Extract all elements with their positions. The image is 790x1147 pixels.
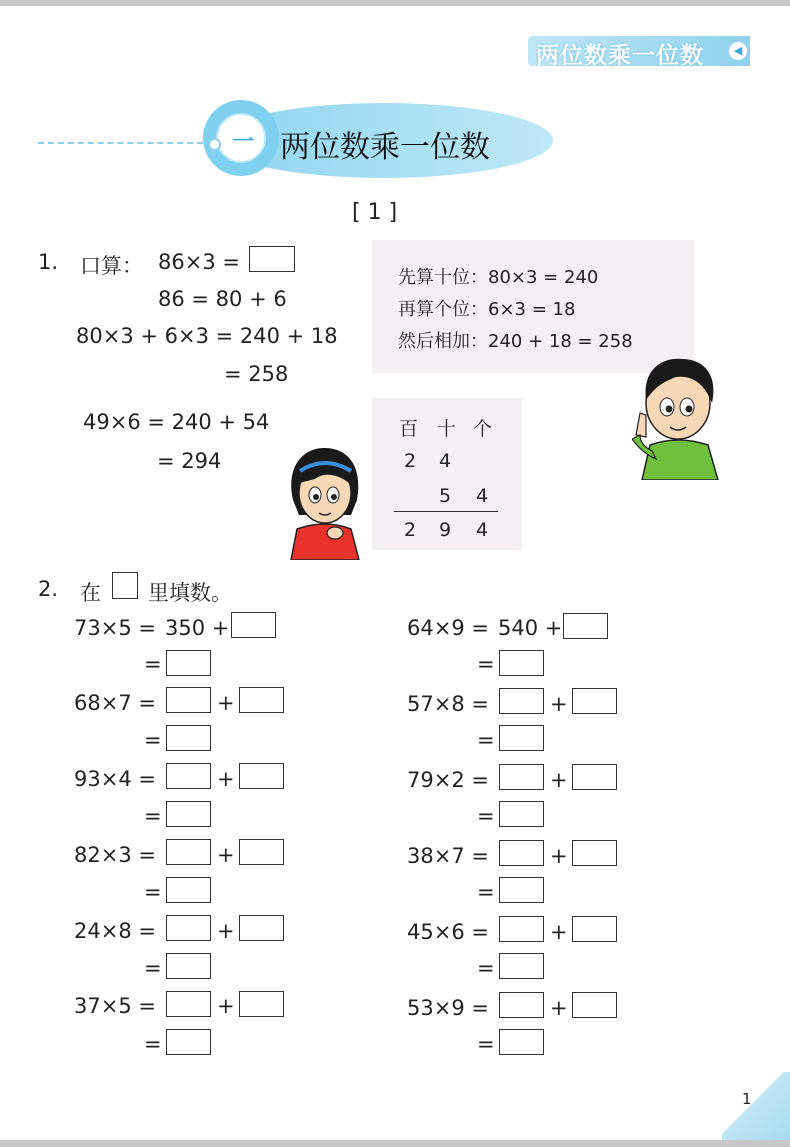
answer-box[interactable] bbox=[166, 725, 211, 751]
answer-box[interactable] bbox=[239, 839, 284, 865]
question-1-number: 1. bbox=[38, 250, 59, 274]
answer-box[interactable] bbox=[239, 915, 284, 941]
answer-box[interactable] bbox=[239, 991, 284, 1017]
calc-digit: 4 bbox=[439, 450, 452, 472]
answer-box[interactable] bbox=[499, 688, 544, 714]
chapter-line-dot bbox=[208, 138, 221, 151]
q2-left-known: 350 + bbox=[165, 616, 230, 640]
equals-sign: = bbox=[144, 956, 162, 980]
chapter-number: 一 bbox=[231, 130, 254, 155]
q2-left-expr: 24×8 = bbox=[74, 919, 156, 943]
calc-digit: 4 bbox=[476, 485, 489, 507]
answer-box[interactable] bbox=[166, 1029, 211, 1055]
calc-result-digit: 9 bbox=[439, 519, 452, 541]
plus-sign: + bbox=[217, 691, 235, 715]
plus-sign: + bbox=[217, 767, 235, 791]
answer-box[interactable] bbox=[166, 953, 211, 979]
answer-box[interactable] bbox=[231, 612, 276, 638]
page-corner-decoration bbox=[722, 1072, 790, 1140]
answer-box[interactable] bbox=[166, 650, 211, 676]
answer-box[interactable] bbox=[499, 1029, 544, 1055]
q2-right-expr: 38×7 = bbox=[407, 844, 489, 868]
page-number: 1 bbox=[742, 1090, 752, 1108]
calc-digit: 2 bbox=[404, 450, 417, 472]
girl-illustration bbox=[285, 445, 365, 560]
unit-header-tag bbox=[528, 36, 750, 69]
q2-right-expr: 64×9 = bbox=[407, 616, 489, 640]
lesson-number: [ 1 ] bbox=[352, 200, 398, 225]
answer-box[interactable] bbox=[239, 763, 284, 789]
q1-line-6: = 294 bbox=[157, 449, 222, 473]
plus-sign: + bbox=[550, 996, 568, 1020]
q1-line-4: = 258 bbox=[224, 362, 289, 386]
answer-box[interactable] bbox=[499, 725, 544, 751]
answer-box[interactable] bbox=[166, 763, 211, 789]
answer-box[interactable] bbox=[166, 801, 211, 827]
answer-box[interactable] bbox=[563, 613, 608, 639]
answer-box[interactable] bbox=[166, 839, 211, 865]
q2-right-expr: 57×8 = bbox=[407, 692, 489, 716]
answer-box[interactable] bbox=[572, 764, 617, 790]
answer-box[interactable] bbox=[499, 801, 544, 827]
question-2-number: 2. bbox=[38, 577, 59, 601]
plus-sign: + bbox=[217, 843, 235, 867]
answer-box[interactable] bbox=[572, 916, 617, 942]
q2-right-known: 540 + bbox=[498, 616, 563, 640]
q1-answer-box[interactable] bbox=[249, 246, 295, 272]
equals-sign: = bbox=[144, 1032, 162, 1056]
plus-sign: + bbox=[550, 692, 568, 716]
answer-box[interactable] bbox=[166, 687, 211, 713]
q2-left-expr: 93×4 = bbox=[74, 767, 156, 791]
answer-box[interactable] bbox=[499, 953, 544, 979]
calc-sum-line bbox=[394, 511, 498, 512]
question-2-label-a: 在 bbox=[80, 581, 101, 605]
equals-sign: = bbox=[144, 804, 162, 828]
equals-sign: = bbox=[477, 1032, 495, 1056]
equals-sign: = bbox=[477, 956, 495, 980]
q2-left-expr: 37×5 = bbox=[74, 994, 156, 1018]
top-border bbox=[0, 0, 790, 6]
calc-result-digit: 2 bbox=[404, 519, 417, 541]
equals-sign: = bbox=[144, 652, 162, 676]
answer-box[interactable] bbox=[572, 688, 617, 714]
answer-box[interactable] bbox=[166, 877, 211, 903]
plus-sign: + bbox=[550, 844, 568, 868]
tip-line: 然后相加：240 + 18 = 258 bbox=[398, 331, 633, 352]
plus-sign: + bbox=[217, 994, 235, 1018]
answer-box[interactable] bbox=[572, 840, 617, 866]
answer-box[interactable] bbox=[499, 650, 544, 676]
equals-sign: = bbox=[477, 804, 495, 828]
place-header-tens: 十 bbox=[437, 418, 457, 440]
q2-left-expr: 73×5 = bbox=[74, 616, 156, 640]
q1-line-5: 49×6 = 240 + 54 bbox=[83, 410, 270, 434]
answer-box[interactable] bbox=[499, 916, 544, 942]
place-header-ones: 个 bbox=[473, 418, 493, 440]
instruction-box-icon bbox=[112, 572, 138, 599]
answer-box[interactable] bbox=[166, 991, 211, 1017]
q2-right-expr: 79×2 = bbox=[407, 768, 489, 792]
chapter-title: 两位数乘一位数 bbox=[280, 130, 490, 165]
plus-sign: + bbox=[550, 768, 568, 792]
answer-box[interactable] bbox=[239, 687, 284, 713]
equals-sign: = bbox=[144, 728, 162, 752]
q1-line-1: 86×3 = bbox=[158, 250, 240, 274]
calc-result-digit: 4 bbox=[476, 519, 489, 541]
place-header-hundreds: 百 bbox=[399, 418, 419, 440]
chapter-dashed-line bbox=[38, 142, 213, 144]
answer-box[interactable] bbox=[499, 877, 544, 903]
left-arrow-icon: ◀ bbox=[729, 42, 747, 60]
answer-box[interactable] bbox=[572, 992, 617, 1018]
question-2-label-b: 里填数。 bbox=[148, 581, 232, 605]
q2-right-expr: 53×9 = bbox=[407, 996, 489, 1020]
bottom-border bbox=[0, 1140, 790, 1147]
q2-left-expr: 68×7 = bbox=[74, 691, 156, 715]
q2-left-expr: 82×3 = bbox=[74, 843, 156, 867]
equals-sign: = bbox=[477, 880, 495, 904]
answer-box[interactable] bbox=[166, 915, 211, 941]
q2-right-expr: 45×6 = bbox=[407, 920, 489, 944]
equals-sign: = bbox=[477, 652, 495, 676]
question-1-label: 口算： bbox=[80, 254, 143, 278]
equals-sign: = bbox=[477, 728, 495, 752]
plus-sign: + bbox=[217, 919, 235, 943]
tip-line: 再算个位：6×3 = 18 bbox=[398, 299, 576, 320]
equals-sign: = bbox=[144, 880, 162, 904]
unit-header-title: 两位数乘一位数 bbox=[536, 43, 704, 69]
q1-line-2: 86 = 80 + 6 bbox=[158, 287, 287, 311]
plus-sign: + bbox=[550, 920, 568, 944]
answer-box[interactable] bbox=[499, 992, 544, 1018]
answer-box[interactable] bbox=[499, 764, 544, 790]
boy-illustration bbox=[632, 355, 722, 480]
q1-line-3: 80×3 + 6×3 = 240 + 18 bbox=[76, 324, 338, 348]
tip-line: 先算十位：80×3 = 240 bbox=[398, 267, 599, 288]
calc-digit: 5 bbox=[439, 485, 452, 507]
answer-box[interactable] bbox=[499, 840, 544, 866]
